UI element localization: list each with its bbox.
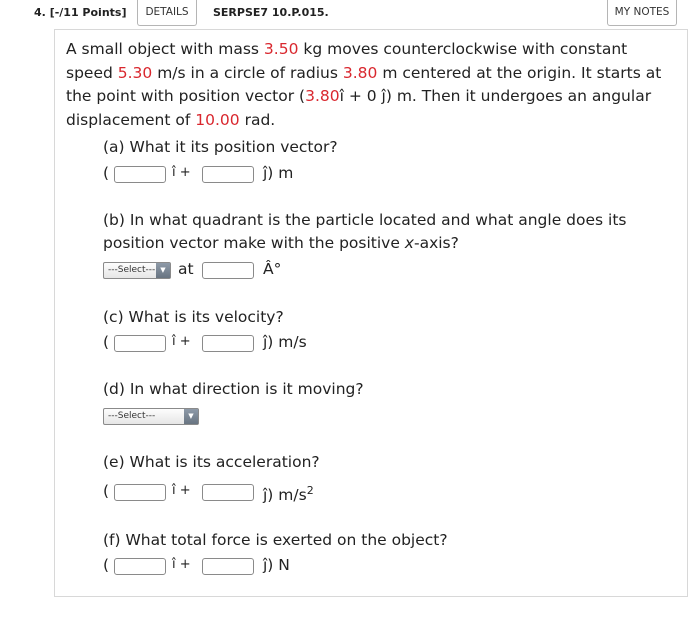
x-variable: x <box>404 234 414 252</box>
open-paren: ( <box>103 164 110 182</box>
points-label: [-/11 Points] <box>49 6 127 19</box>
part-d-question: (d) In what direction is it moving? <box>103 380 364 398</box>
mass-value: 3.50 <box>263 40 299 58</box>
problem-text: î + 0 ĵ) m. Then it undergoes an angular displacement of <box>66 87 652 129</box>
part-b-angle-input[interactable] <box>202 262 254 279</box>
i-plus-label: î + <box>172 165 191 180</box>
question-text: position vector make with the positive <box>103 234 405 252</box>
degree-unit-label: Â° <box>263 260 282 278</box>
i-plus-label: î + <box>172 334 191 349</box>
part-c-i-input[interactable] <box>114 335 166 352</box>
part-f-j-input[interactable] <box>202 558 254 575</box>
part-a-i-input[interactable] <box>114 166 166 183</box>
acceleration-unit-label <box>263 481 314 505</box>
open-paren: ( <box>103 556 110 574</box>
part-e-i-input[interactable] <box>114 484 166 501</box>
select-value: ---Select--- <box>108 265 156 275</box>
part-e-j-input[interactable] <box>202 484 254 501</box>
unit-exponent: 2 <box>306 484 314 497</box>
select-value: ---Select--- <box>108 411 156 421</box>
question-text: -axis? <box>413 234 459 252</box>
i-plus-label: î + <box>172 557 191 572</box>
speed-value: 5.30 <box>117 63 153 82</box>
at-label: at <box>178 260 194 278</box>
part-a-question: (a) What it its position vector? <box>103 138 338 156</box>
j-unit-label: ĵ) m <box>263 164 294 182</box>
angle-value: 10.00 <box>195 110 240 129</box>
i-plus-label: î + <box>172 483 191 498</box>
j-unit-label: ĵ) N <box>263 556 290 574</box>
question-number-points <box>34 6 127 19</box>
part-c-question: (c) What is its velocity? <box>103 308 284 326</box>
problem-text: A small object with mass <box>66 40 264 58</box>
part-f-question: (f) What total force is exerted on the object? <box>103 531 448 549</box>
problem-text: m/s in a circle of radius <box>152 63 343 82</box>
my-notes-button[interactable]: MY NOTES <box>607 0 677 26</box>
part-e-question: (e) What is its acceleration? <box>103 453 320 471</box>
question-header <box>0 0 700 30</box>
question-number: 4. <box>34 6 46 19</box>
part-b-quadrant-select[interactable] <box>103 262 171 279</box>
start-x-value: 3.80 <box>305 87 340 105</box>
problem-statement <box>66 38 676 132</box>
chevron-down-icon: ▼ <box>156 263 170 278</box>
part-b-question-line1: (b) In what quadrant is the particle located and what angle does its <box>103 211 627 229</box>
problem-code: SERPSE7 10.P.015. <box>213 6 329 19</box>
part-c-j-input[interactable] <box>202 335 254 352</box>
problem-text: kg moves counterclockwise with constant speed <box>66 40 628 82</box>
radius-value: 3.80 <box>342 63 378 82</box>
open-paren: ( <box>103 333 110 351</box>
problem-text: m centered at the origin. It starts at the point with position vector ( <box>66 63 662 105</box>
j-unit-label: ĵ) m/s <box>263 486 307 505</box>
part-d-direction-select[interactable] <box>103 408 199 425</box>
part-f-i-input[interactable] <box>114 558 166 575</box>
problem-text: rad. <box>239 110 276 129</box>
chevron-down-icon: ▼ <box>184 409 198 424</box>
open-paren: ( <box>103 482 110 500</box>
part-b-question-line2 <box>103 234 459 252</box>
part-a-j-input[interactable] <box>202 166 254 183</box>
details-button[interactable]: DETAILS <box>137 0 197 26</box>
j-unit-label: ĵ) m/s <box>263 333 307 351</box>
